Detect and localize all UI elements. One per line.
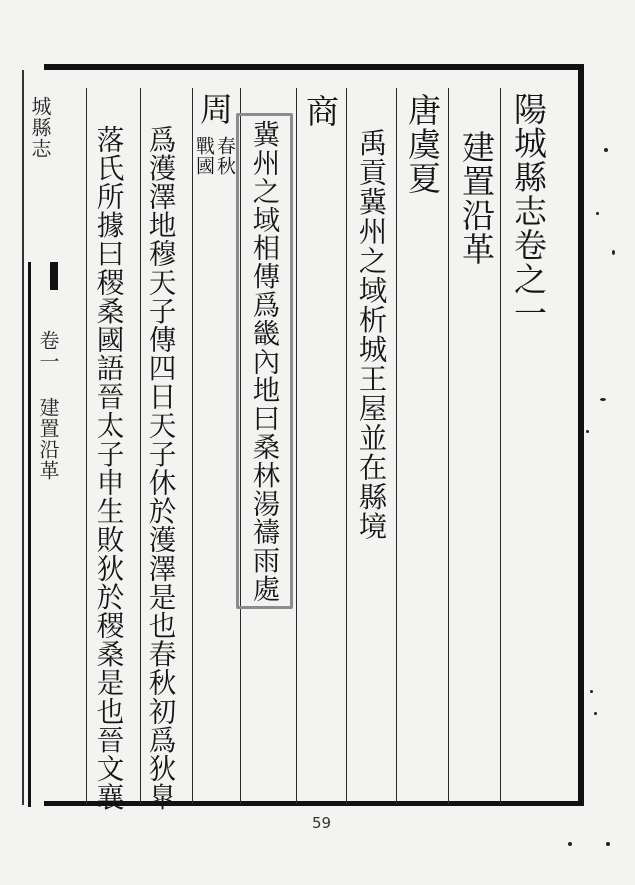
period-subheading-zhanguo: 戰國	[193, 136, 215, 176]
period-heading-shang: 商	[301, 94, 340, 128]
scan-speck	[594, 712, 597, 715]
fore-edge-rule	[28, 262, 31, 807]
section-title: 建置沿革	[457, 130, 496, 266]
fore-edge-fishtail	[50, 262, 58, 290]
scan-speck	[596, 212, 599, 215]
column-rule	[500, 88, 501, 804]
page-frame	[44, 64, 584, 806]
scan-speck	[590, 690, 593, 693]
page-number: 59	[312, 814, 332, 832]
scan-speck	[604, 148, 608, 152]
volume-title: 陽城縣志卷之一	[509, 92, 548, 330]
column-rule	[86, 88, 87, 804]
column-rule	[448, 88, 449, 804]
column-rule	[140, 88, 141, 804]
page-left-border	[22, 70, 24, 805]
scan-speck	[568, 842, 572, 846]
period-subheading-chunqiu: 春秋	[214, 136, 236, 176]
scan-speck	[612, 250, 615, 255]
scan-speck	[606, 842, 610, 846]
zhou-text-line-1: 爲濩澤地穆天子傳四日天子休於濩澤是也春秋初爲狄臯	[143, 125, 177, 812]
shang-text: 冀州之域相傳爲畿內地曰桑林湯禱雨處	[247, 120, 279, 603]
scan-speck	[600, 398, 606, 401]
column-rule	[346, 88, 347, 804]
period-heading-zhou: 周	[195, 92, 234, 126]
zhou-text-line-2: 落氏所據曰稷桑國語晉太子申生敗狄於稷桑是也晉文襄	[91, 125, 125, 812]
fore-edge-title: 城縣志	[28, 96, 52, 159]
column-rule	[192, 88, 193, 804]
column-rule	[396, 88, 397, 804]
yu-gong-text: 禹貢冀州之域析城王屋並在縣境	[354, 128, 388, 541]
scan-speck	[586, 430, 589, 433]
period-heading-tang-yu-xia: 唐虞夏	[403, 93, 442, 195]
fore-edge-section: 卷一 建置沿革	[36, 330, 60, 481]
column-rule	[296, 88, 297, 804]
